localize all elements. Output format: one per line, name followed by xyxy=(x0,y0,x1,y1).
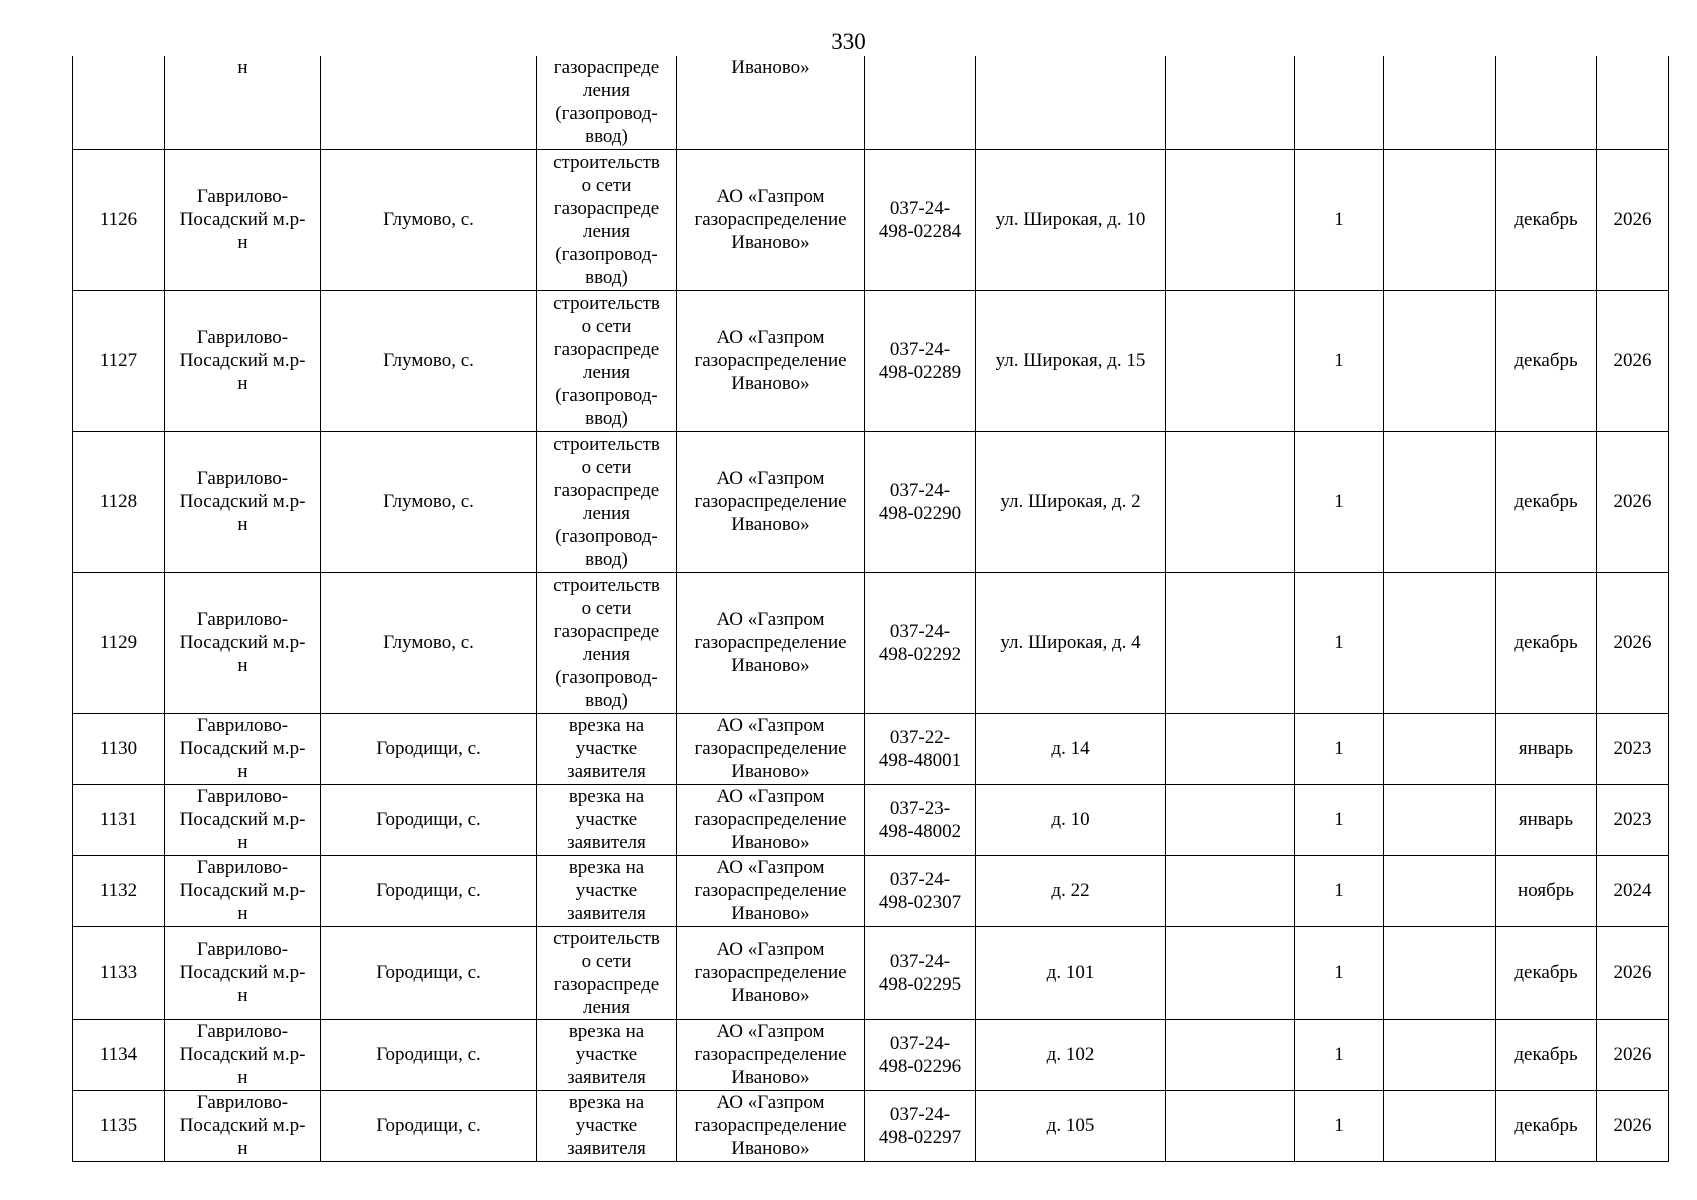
cell-district: Гаврилово- Посадский м.р- н xyxy=(165,713,321,784)
cell-code: 037-24- 498-02296 xyxy=(865,1019,976,1090)
cell-year: 2026 xyxy=(1597,1090,1669,1161)
cell-number: 1126 xyxy=(73,149,165,290)
cell-quantity: 1 xyxy=(1295,713,1384,784)
cell-number: 1127 xyxy=(73,290,165,431)
cell-month: декабрь xyxy=(1496,572,1597,713)
cell-col8 xyxy=(1166,1090,1295,1161)
table-row xyxy=(73,1090,1669,1161)
cell-organization: АО «Газпром газораспределение Иваново» xyxy=(677,572,865,713)
cell-code: 037-24- 498-02289 xyxy=(865,290,976,431)
cell-month: декабрь xyxy=(1496,431,1597,572)
cell-district: Гаврилово- Посадский м.р- н xyxy=(165,784,321,855)
cell-locality: Городищи, с. xyxy=(321,713,537,784)
cell-col10 xyxy=(1384,290,1496,431)
cell-organization: АО «Газпром газораспределение Иваново» xyxy=(677,431,865,572)
cell-col8 xyxy=(1166,713,1295,784)
cell-quantity: 1 xyxy=(1295,855,1384,926)
cell-code: 037-24- 498-02290 xyxy=(865,431,976,572)
cell-organization: АО «Газпром газораспределение Иваново» xyxy=(677,855,865,926)
cell-number: 1128 xyxy=(73,431,165,572)
cell-address: ул. Широкая, д. 2 xyxy=(976,431,1166,572)
cell-work-type: строительств о сети газораспреде ления (газопровод- ввод) xyxy=(537,431,677,572)
cell-organization: АО «Газпром газораспределение Иваново» xyxy=(677,926,865,1019)
cell-locality xyxy=(321,56,537,149)
cell-month: декабрь xyxy=(1496,1019,1597,1090)
cell-work-type: строительств о сети газораспреде ления xyxy=(537,926,677,1019)
cell-quantity: 1 xyxy=(1295,784,1384,855)
table-row xyxy=(73,290,1669,431)
cell-col10 xyxy=(1384,1090,1496,1161)
cell-district: Гаврилово- Посадский м.р- н xyxy=(165,855,321,926)
cell-month xyxy=(1496,56,1597,149)
cell-code: 037-24- 498-02297 xyxy=(865,1090,976,1161)
cell-year: 2023 xyxy=(1597,713,1669,784)
cell-number: 1132 xyxy=(73,855,165,926)
cell-code: 037-24- 498-02284 xyxy=(865,149,976,290)
cell-col10 xyxy=(1384,1019,1496,1090)
cell-locality: Городищи, с. xyxy=(321,855,537,926)
cell-month: январь xyxy=(1496,713,1597,784)
cell-address: ул. Широкая, д. 15 xyxy=(976,290,1166,431)
cell-col10 xyxy=(1384,56,1496,149)
cell-locality: Глумово, с. xyxy=(321,572,537,713)
cell-district: Гаврилово- Посадский м.р- н xyxy=(165,431,321,572)
cell-address: ул. Широкая, д. 4 xyxy=(976,572,1166,713)
cell-address: д. 10 xyxy=(976,784,1166,855)
cell-quantity: 1 xyxy=(1295,1019,1384,1090)
cell-number: 1131 xyxy=(73,784,165,855)
cell-number xyxy=(73,56,165,149)
cell-number: 1135 xyxy=(73,1090,165,1161)
cell-organization: АО «Газпром газораспределение Иваново» xyxy=(677,713,865,784)
cell-quantity: 1 xyxy=(1295,572,1384,713)
cell-quantity xyxy=(1295,56,1384,149)
cell-address: д. 102 xyxy=(976,1019,1166,1090)
cell-work-type: врезка на участке заявителя xyxy=(537,855,677,926)
cell-number: 1130 xyxy=(73,713,165,784)
cell-col8 xyxy=(1166,572,1295,713)
cell-locality: Глумово, с. xyxy=(321,290,537,431)
cell-quantity: 1 xyxy=(1295,149,1384,290)
cell-year: 2026 xyxy=(1597,926,1669,1019)
cell-col8 xyxy=(1166,149,1295,290)
cell-locality: Глумово, с. xyxy=(321,431,537,572)
cell-month: ноябрь xyxy=(1496,855,1597,926)
cell-address: д. 22 xyxy=(976,855,1166,926)
cell-address xyxy=(976,56,1166,149)
cell-col10 xyxy=(1384,855,1496,926)
table-row xyxy=(73,431,1669,572)
table-row xyxy=(73,784,1669,855)
cell-quantity: 1 xyxy=(1295,431,1384,572)
cell-quantity: 1 xyxy=(1295,1090,1384,1161)
cell-work-type: строительств о сети газораспреде ления (газопровод- ввод) xyxy=(537,149,677,290)
cell-col8 xyxy=(1166,1019,1295,1090)
cell-organization: Иваново» xyxy=(677,56,865,149)
cell-work-type: строительств о сети газораспреде ления (газопровод- ввод) xyxy=(537,572,677,713)
cell-year: 2026 xyxy=(1597,1019,1669,1090)
cell-col10 xyxy=(1384,149,1496,290)
cell-organization: АО «Газпром газораспределение Иваново» xyxy=(677,1019,865,1090)
table-row xyxy=(73,926,1669,1019)
cell-code: 037-22- 498-48001 xyxy=(865,713,976,784)
cell-district: Гаврилово- Посадский м.р- н xyxy=(165,290,321,431)
cell-work-type: газораспреде ления (газопровод- ввод) xyxy=(537,56,677,149)
table-row xyxy=(73,1019,1669,1090)
cell-year: 2026 xyxy=(1597,572,1669,713)
cell-col8 xyxy=(1166,926,1295,1019)
table-row-continued xyxy=(73,56,1669,149)
cell-district: Гаврилово- Посадский м.р- н xyxy=(165,572,321,713)
cell-number: 1133 xyxy=(73,926,165,1019)
cell-district: Гаврилово- Посадский м.р- н xyxy=(165,926,321,1019)
cell-district: н xyxy=(165,56,321,149)
cell-locality: Городищи, с. xyxy=(321,784,537,855)
cell-quantity: 1 xyxy=(1295,926,1384,1019)
cell-work-type: врезка на участке заявителя xyxy=(537,1019,677,1090)
table-row xyxy=(73,855,1669,926)
page-number: 330 xyxy=(831,29,866,54)
cell-month: январь xyxy=(1496,784,1597,855)
cell-address: д. 101 xyxy=(976,926,1166,1019)
cell-address: ул. Широкая, д. 10 xyxy=(976,149,1166,290)
cell-quantity: 1 xyxy=(1295,290,1384,431)
cell-organization: АО «Газпром газораспределение Иваново» xyxy=(677,784,865,855)
cell-locality: Глумово, с. xyxy=(321,149,537,290)
cell-address: д. 105 xyxy=(976,1090,1166,1161)
table-row xyxy=(73,149,1669,290)
cell-number: 1134 xyxy=(73,1019,165,1090)
cell-number: 1129 xyxy=(73,572,165,713)
cell-year: 2026 xyxy=(1597,431,1669,572)
cell-code: 037-24- 498-02295 xyxy=(865,926,976,1019)
cell-code: 037-23- 498-48002 xyxy=(865,784,976,855)
cell-code xyxy=(865,56,976,149)
cell-col10 xyxy=(1384,431,1496,572)
works-table xyxy=(72,56,1669,1162)
cell-col10 xyxy=(1384,713,1496,784)
cell-district: Гаврилово- Посадский м.р- н xyxy=(165,1019,321,1090)
cell-col10 xyxy=(1384,784,1496,855)
cell-locality: Городищи, с. xyxy=(321,926,537,1019)
cell-col10 xyxy=(1384,572,1496,713)
cell-locality: Городищи, с. xyxy=(321,1090,537,1161)
cell-year: 2026 xyxy=(1597,149,1669,290)
cell-address: д. 14 xyxy=(976,713,1166,784)
cell-year: 2026 xyxy=(1597,290,1669,431)
cell-col8 xyxy=(1166,290,1295,431)
cell-organization: АО «Газпром газораспределение Иваново» xyxy=(677,290,865,431)
cell-year xyxy=(1597,56,1669,149)
table-body xyxy=(73,56,1669,1161)
cell-col8 xyxy=(1166,784,1295,855)
cell-month: декабрь xyxy=(1496,926,1597,1019)
cell-district: Гаврилово- Посадский м.р- н xyxy=(165,149,321,290)
table-row xyxy=(73,572,1669,713)
cell-code: 037-24- 498-02307 xyxy=(865,855,976,926)
table-row xyxy=(73,713,1669,784)
cell-organization: АО «Газпром газораспределение Иваново» xyxy=(677,149,865,290)
cell-work-type: строительств о сети газораспреде ления (газопровод- ввод) xyxy=(537,290,677,431)
cell-month: декабрь xyxy=(1496,290,1597,431)
cell-organization: АО «Газпром газораспределение Иваново» xyxy=(677,1090,865,1161)
cell-work-type: врезка на участке заявителя xyxy=(537,713,677,784)
cell-work-type: врезка на участке заявителя xyxy=(537,784,677,855)
cell-year: 2023 xyxy=(1597,784,1669,855)
cell-year: 2024 xyxy=(1597,855,1669,926)
cell-col8 xyxy=(1166,855,1295,926)
cell-col8 xyxy=(1166,431,1295,572)
cell-col10 xyxy=(1384,926,1496,1019)
cell-col8 xyxy=(1166,56,1295,149)
cell-locality: Городищи, с. xyxy=(321,1019,537,1090)
cell-code: 037-24- 498-02292 xyxy=(865,572,976,713)
cell-month: декабрь xyxy=(1496,149,1597,290)
cell-district: Гаврилово- Посадский м.р- н xyxy=(165,1090,321,1161)
cell-month: декабрь xyxy=(1496,1090,1597,1161)
cell-work-type: врезка на участке заявителя xyxy=(537,1090,677,1161)
